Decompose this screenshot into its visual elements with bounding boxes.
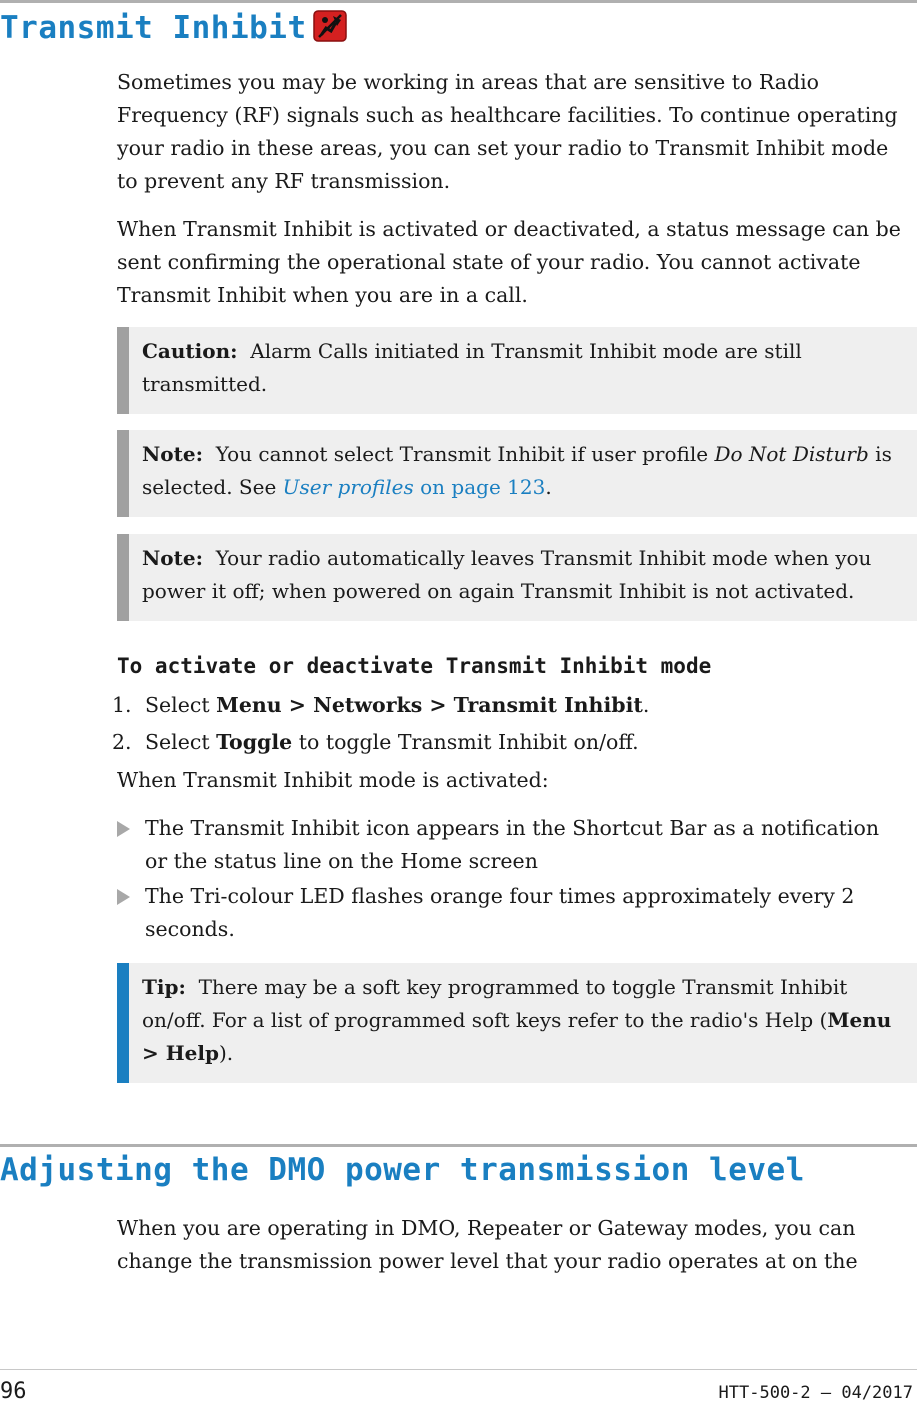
section-divider xyxy=(0,1144,917,1147)
status-paragraph: When Transmit Inhibit is activated or deactivated, a status message can be sent confirming the operational state of your radio. You cannot activate Transmit Inhibit when you are in a call. xyxy=(117,217,901,307)
tip-text: There may be a soft key programmed to toggle Transmit Inhibit on/off. For a list of programmed soft keys refer to the radio's Help ( xyxy=(142,975,848,1032)
section-title-text: Transmit Inhibit xyxy=(0,10,307,46)
document-code: HTT-500-2 – 04/2017 xyxy=(718,1383,913,1403)
note-box-profile xyxy=(117,430,917,517)
tip-label: Tip: xyxy=(142,975,186,999)
step-text: Select xyxy=(145,730,210,754)
caution-label: Caution: xyxy=(142,339,238,363)
note-text: You cannot select Transmit Inhibit if user profile xyxy=(215,442,709,466)
step-text-end: . xyxy=(642,693,650,717)
bullet-text: The Tri-colour LED flashes orange four times approximately every 2 seconds. xyxy=(145,884,855,941)
profile-name: Do Not Disturb xyxy=(714,442,869,466)
note-text-mid: is selected. See xyxy=(142,442,892,499)
step-number: 2. xyxy=(112,730,132,754)
procedure-step xyxy=(112,726,639,759)
note-label: Note: xyxy=(142,442,203,466)
caution-box xyxy=(117,327,917,414)
page-number: 96 xyxy=(0,1379,27,1404)
help-menu-path: Menu > Help xyxy=(142,1008,892,1065)
tip-box xyxy=(117,963,917,1083)
note-box-power xyxy=(117,534,917,621)
list-item xyxy=(117,880,907,946)
footer-rule xyxy=(0,1369,917,1370)
intro-paragraph: Sometimes you may be working in areas that are sensitive to Radio Frequency (RF) signals such as healthcare facilities. To continue operating your radio in these areas, you can set your radio to Transmit Inhibit mode to prevent any RF transmission. xyxy=(117,70,898,193)
note-label: Note: xyxy=(142,546,203,570)
note-text-end: . xyxy=(545,475,552,499)
step-text: Select xyxy=(145,693,210,717)
toggle-label: Toggle xyxy=(216,730,293,754)
page-reference-link[interactable]: on page 123 xyxy=(420,475,546,499)
menu-path: Menu > Networks > Transmit Inhibit xyxy=(216,693,643,717)
section-title-dmo-power: Adjusting the DMO power transmission level xyxy=(0,1152,805,1188)
user-profiles-link[interactable]: User profiles xyxy=(282,475,414,499)
transmit-inhibit-icon xyxy=(313,10,347,50)
bullet-arrow-icon xyxy=(117,821,130,837)
tip-text-end: ). xyxy=(218,1041,234,1065)
bullet-arrow-icon xyxy=(117,889,130,905)
section-title-transmit-inhibit xyxy=(0,10,347,50)
procedure-heading: To activate or deactivate Transmit Inhibit mode xyxy=(117,654,712,678)
step-number: 1. xyxy=(112,693,132,717)
result-intro: When Transmit Inhibit mode is activated: xyxy=(117,768,549,792)
procedure-step xyxy=(112,689,649,722)
bullet-text: The Transmit Inhibit icon appears in the Shortcut Bar as a notification or the status line on the Home screen xyxy=(145,816,880,873)
note-text: Your radio automatically leaves Transmit Inhibit mode when you power it off; when powered on again Transmit Inhibit is not activated. xyxy=(142,546,872,603)
step-text-end: to toggle Transmit Inhibit on/off. xyxy=(298,730,639,754)
dmo-paragraph: When you are operating in DMO, Repeater or Gateway modes, you can change the transmission power level that your radio operates at on the xyxy=(117,1216,858,1273)
list-item xyxy=(117,812,907,878)
top-rule xyxy=(0,0,917,3)
caution-text: Alarm Calls initiated in Transmit Inhibit mode are still transmitted. xyxy=(142,339,802,396)
